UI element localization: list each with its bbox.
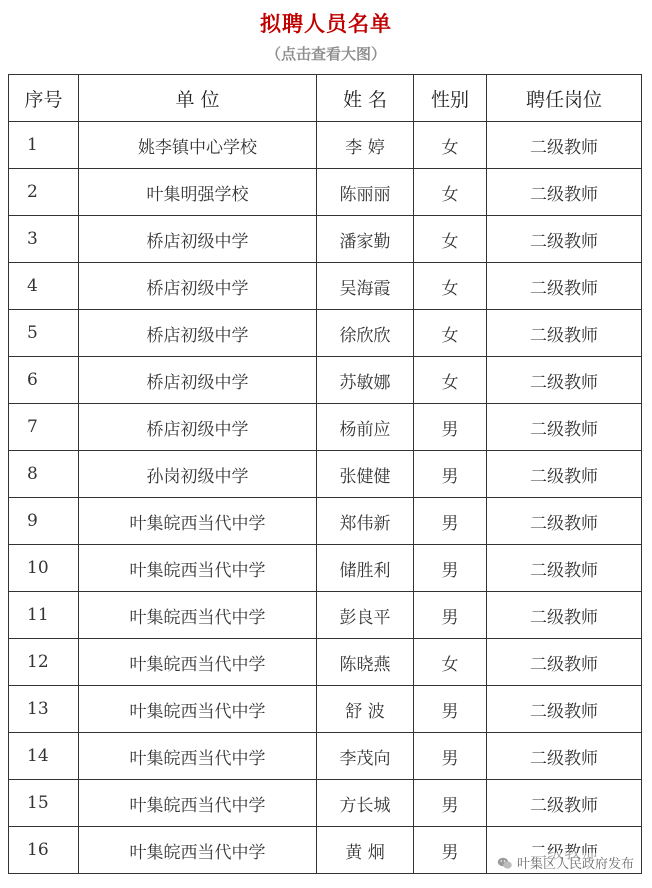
cell-number: 7 xyxy=(9,404,79,451)
cell-gender: 女 xyxy=(414,310,487,357)
table-row xyxy=(9,733,642,780)
cell-position: 二级教师 xyxy=(487,733,642,780)
cell-name: 李 婷 xyxy=(317,122,414,169)
cell-position: 二级教师 xyxy=(487,686,642,733)
cell-name: 潘家勤 xyxy=(317,216,414,263)
cell-unit: 桥店初级中学 xyxy=(79,310,317,357)
cell-number: 16 xyxy=(9,827,79,874)
cell-position: 二级教师 xyxy=(487,780,642,827)
cell-position: 二级教师 xyxy=(487,310,642,357)
cell-gender: 女 xyxy=(414,122,487,169)
cell-number: 8 xyxy=(9,451,79,498)
cell-position: 二级教师 xyxy=(487,592,642,639)
cell-unit: 叶集皖西当代中学 xyxy=(79,498,317,545)
cell-name: 张健健 xyxy=(317,451,414,498)
cell-name: 杨前应 xyxy=(317,404,414,451)
cell-gender: 男 xyxy=(414,827,487,874)
table-row xyxy=(9,498,642,545)
cell-unit: 叶集皖西当代中学 xyxy=(79,592,317,639)
cell-gender: 男 xyxy=(414,592,487,639)
cell-unit: 姚李镇中心学校 xyxy=(79,122,317,169)
publisher-watermark xyxy=(497,853,634,872)
cell-name: 吴海霞 xyxy=(317,263,414,310)
cell-name: 彭良平 xyxy=(317,592,414,639)
cell-position: 二级教师 xyxy=(487,404,642,451)
cell-gender: 女 xyxy=(414,216,487,263)
cell-name: 李茂向 xyxy=(317,733,414,780)
cell-gender: 男 xyxy=(414,545,487,592)
cell-number: 5 xyxy=(9,310,79,357)
cell-gender: 男 xyxy=(414,404,487,451)
cell-number: 15 xyxy=(9,780,79,827)
header-position: 聘任岗位 xyxy=(487,75,642,122)
table-row xyxy=(9,357,642,404)
cell-unit: 桥店初级中学 xyxy=(79,357,317,404)
table-row xyxy=(9,216,642,263)
cell-unit: 叶集皖西当代中学 xyxy=(79,639,317,686)
cell-name: 徐欣欣 xyxy=(317,310,414,357)
cell-number: 12 xyxy=(9,639,79,686)
table-row xyxy=(9,686,642,733)
cell-position: 二级教师 xyxy=(487,451,642,498)
table-row xyxy=(9,263,642,310)
cell-unit: 叶集皖西当代中学 xyxy=(79,545,317,592)
cell-gender: 男 xyxy=(414,451,487,498)
cell-unit: 桥店初级中学 xyxy=(79,216,317,263)
cell-position: 二级教师 xyxy=(487,169,642,216)
watermark-text: 叶集区人民政府发布 xyxy=(516,857,634,872)
header-name: 姓 名 xyxy=(317,75,414,122)
cell-number: 3 xyxy=(9,216,79,263)
cell-name: 陈晓燕 xyxy=(317,639,414,686)
cell-gender: 女 xyxy=(414,357,487,404)
table-row xyxy=(9,780,642,827)
cell-name: 苏敏娜 xyxy=(317,357,414,404)
cell-name: 方长城 xyxy=(317,780,414,827)
table-row xyxy=(9,122,642,169)
table-row xyxy=(9,404,642,451)
header-gender: 性别 xyxy=(414,75,487,122)
table-row xyxy=(9,639,642,686)
cell-position: 二级教师 xyxy=(487,357,642,404)
table-row xyxy=(9,451,642,498)
cell-name: 郑伟新 xyxy=(317,498,414,545)
cell-gender: 女 xyxy=(414,263,487,310)
cell-unit: 孙岗初级中学 xyxy=(79,451,317,498)
table-row xyxy=(9,169,642,216)
table-header-row xyxy=(9,75,642,122)
cell-position: 二级教师 xyxy=(487,545,642,592)
cell-name: 舒 波 xyxy=(317,686,414,733)
cell-unit: 叶集明强学校 xyxy=(79,169,317,216)
cell-gender: 男 xyxy=(414,733,487,780)
page-title: 拟聘人员名单 xyxy=(260,12,392,36)
cell-unit: 叶集皖西当代中学 xyxy=(79,780,317,827)
cell-unit: 叶集皖西当代中学 xyxy=(79,686,317,733)
candidate-table xyxy=(8,74,642,874)
cell-name: 储胜利 xyxy=(317,545,414,592)
cell-unit: 叶集皖西当代中学 xyxy=(79,733,317,780)
cell-unit: 桥店初级中学 xyxy=(79,404,317,451)
cell-name: 黄 炯 xyxy=(317,827,414,874)
cell-unit: 桥店初级中学 xyxy=(79,263,317,310)
cell-number: 4 xyxy=(9,263,79,310)
cell-number: 14 xyxy=(9,733,79,780)
wechat-icon xyxy=(497,855,513,871)
cell-gender: 男 xyxy=(414,498,487,545)
cell-number: 1 xyxy=(9,122,79,169)
table-row xyxy=(9,545,642,592)
cell-number: 2 xyxy=(9,169,79,216)
cell-name: 陈丽丽 xyxy=(317,169,414,216)
table-row xyxy=(9,310,642,357)
cell-unit: 叶集皖西当代中学 xyxy=(79,827,317,874)
cell-number: 10 xyxy=(9,545,79,592)
cell-number: 6 xyxy=(9,357,79,404)
cell-number: 13 xyxy=(9,686,79,733)
view-large-image-hint[interactable]: （点击查看大图） xyxy=(265,45,386,63)
cell-number: 9 xyxy=(9,498,79,545)
cell-gender: 女 xyxy=(414,639,487,686)
cell-gender: 女 xyxy=(414,169,487,216)
cell-number: 11 xyxy=(9,592,79,639)
table-row xyxy=(9,592,642,639)
header-number: 序号 xyxy=(9,75,79,122)
cell-gender: 男 xyxy=(414,686,487,733)
cell-position: 二级教师 xyxy=(487,122,642,169)
cell-gender: 男 xyxy=(414,780,487,827)
cell-position: 二级教师 xyxy=(487,216,642,263)
cell-position: 二级教师 xyxy=(487,263,642,310)
cell-position: 二级教师 xyxy=(487,498,642,545)
cell-position: 二级教师 xyxy=(487,639,642,686)
header-unit: 单 位 xyxy=(79,75,317,122)
